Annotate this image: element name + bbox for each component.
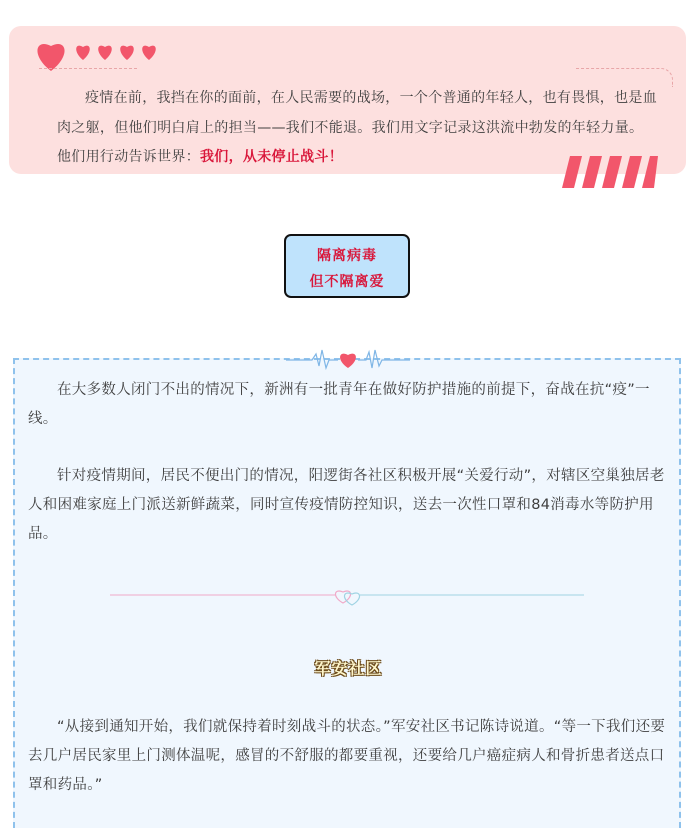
article-paragraph-3: “从接到通知开始，我们就保持着时刻战斗的状态。”军安社区书记陈诗说道。“等一下我们还要去几户居民家里上门测体温呢，感冒的不舒服的都要重视，还要给几户癌症病人和骨折患者送点口罩和药品。” [28, 719, 666, 793]
slogan-line-2: 但不隔离爱 [309, 274, 385, 290]
section-title: 军安社区 [314, 659, 383, 678]
slogan-line-1: 隔离病毒 [317, 248, 377, 264]
article-paragraph-1: 在大多数人闭门不出的情况下，新洲有一批青年在做好防护措施的前提下，奋战在抗“疫”一线。 [28, 382, 650, 427]
slogan-box [284, 234, 410, 298]
intro-card [9, 26, 686, 174]
article-paragraph-2: 针对疫情期间，居民不便出门的情况，阳逻街各社区积极开展“关爱行动”，对辖区空巢独居老人和困难家庭上门派送新鲜蔬菜，同时宣传疫情防控知识，送去一次性口罩和84消毒水等防护用品。 [28, 468, 665, 542]
intro-text: 疫情在前，我挡在你的面前，在人民需要的战场，一个个普通的年轻人，也有畏惧，也是血肉之躯，但他们明白肩上的担当——我们不能退。我们用文字记录这洪流中勃发的年轻力量。他们用行动告诉世界： [57, 90, 657, 165]
intro-highlight: 我们，从未停止战斗！ [200, 149, 343, 165]
dashed-line-left [39, 68, 137, 69]
stripes-decoration-icon [562, 156, 658, 188]
heartbeat-heart-icon [286, 346, 410, 372]
hearts-divider-icon [110, 585, 584, 607]
hearts-decoration-icon [33, 36, 163, 76]
